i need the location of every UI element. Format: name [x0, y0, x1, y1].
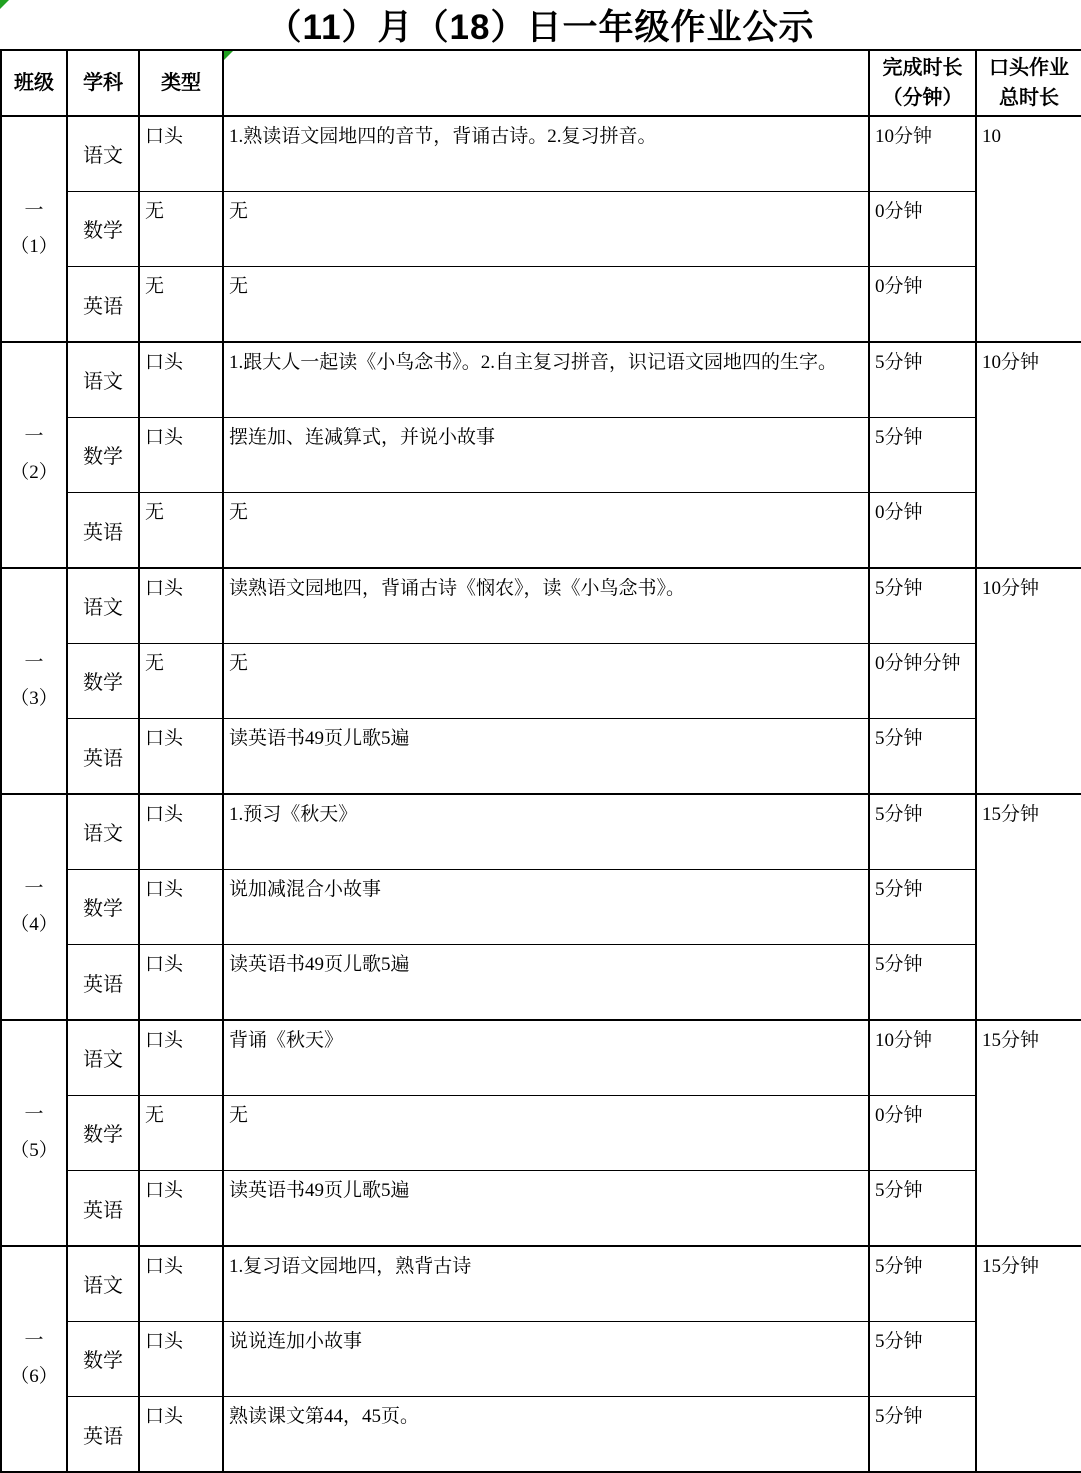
table-row: [1, 1321, 1081, 1396]
content-cell: 无: [223, 493, 869, 568]
content-cell: 说加减混合小故事: [223, 869, 869, 944]
type-cell: 口头: [139, 719, 223, 794]
page-title: （11）月（18）日一年级作业公示: [266, 7, 815, 47]
header-duration: [869, 50, 976, 116]
subject-cell: 数学: [67, 1321, 139, 1396]
subject-cell: 语文: [67, 342, 139, 417]
content-cell: 摆连加、连减算式，并说小故事: [223, 417, 869, 492]
content-cell: 1.熟读语文园地四的音节，背诵古诗。2.复习拼音。: [223, 116, 869, 191]
class-line1: 一: [24, 1103, 44, 1125]
content-cell: 无: [223, 643, 869, 718]
table-row: [1, 794, 1081, 869]
type-cell: 口头: [139, 568, 223, 643]
content-cell: 读英语书49页儿歌5遍: [223, 719, 869, 794]
class-cell: [1, 1020, 67, 1246]
table-row: [1, 493, 1081, 568]
class-line2: （5）: [10, 1139, 58, 1161]
duration-cell: 0分钟分钟: [869, 643, 976, 718]
table-row: [1, 1246, 1081, 1321]
class-line2: （4）: [10, 913, 58, 935]
duration-cell: 5分钟: [869, 869, 976, 944]
type-cell: 口头: [139, 945, 223, 1020]
duration-cell: 5分钟: [869, 1397, 976, 1472]
content-cell: 1.预习《秋天》: [223, 794, 869, 869]
class-line1: 一: [24, 1329, 44, 1351]
duration-cell: 5分钟: [869, 1321, 976, 1396]
table-row: [1, 1171, 1081, 1246]
header-oral-line2: 总时长: [999, 87, 1059, 109]
subject-cell: 语文: [67, 1020, 139, 1095]
oral-total-cell: 10分钟: [976, 568, 1081, 794]
table-row: [1, 191, 1081, 266]
content-cell: 读英语书49页儿歌5遍: [223, 1171, 869, 1246]
sheet-corner-flag-icon: [0, 0, 9, 9]
table-row: [1, 719, 1081, 794]
type-cell: 无: [139, 267, 223, 342]
type-cell: 口头: [139, 116, 223, 191]
header-duration-line1: 完成时长: [882, 57, 963, 79]
type-cell: 口头: [139, 1020, 223, 1095]
class-cell: [1, 568, 67, 794]
header-row: [1, 50, 1081, 116]
subject-cell: 英语: [67, 493, 139, 568]
homework-table: [0, 49, 1081, 1473]
title-band: [0, 0, 1081, 49]
content-cell: 说说连加小故事: [223, 1321, 869, 1396]
class-line2: （1）: [10, 235, 58, 257]
class-line1: 一: [24, 651, 44, 673]
header-oral-line1: 口头作业: [989, 57, 1069, 79]
type-cell: 口头: [139, 1321, 223, 1396]
oral-total-cell: 15分钟: [976, 1020, 1081, 1246]
type-cell: 口头: [139, 417, 223, 492]
table-row: [1, 869, 1081, 944]
type-cell: 口头: [139, 342, 223, 417]
table-row: [1, 267, 1081, 342]
content-cell: 1.复习语文园地四，熟背古诗: [223, 1246, 869, 1321]
table-row: [1, 643, 1081, 718]
class-line2: （3）: [10, 687, 58, 709]
class-line1: 一: [24, 877, 44, 899]
table-row: [1, 1095, 1081, 1170]
duration-cell: 5分钟: [869, 417, 976, 492]
duration-cell: 10分钟: [869, 116, 976, 191]
oral-total-cell: 15分钟: [976, 794, 1081, 1020]
subject-cell: 数学: [67, 643, 139, 718]
content-cell: 背诵《秋天》: [223, 1020, 869, 1095]
header-oral-total: [976, 50, 1081, 116]
type-cell: 无: [139, 1095, 223, 1170]
type-cell: 口头: [139, 1246, 223, 1321]
content-cell: 读熟语文园地四，背诵古诗《悯农》，读《小鸟念书》。: [223, 568, 869, 643]
content-cell: 读英语书49页儿歌5遍: [223, 945, 869, 1020]
header-duration-line2: （分钟）: [882, 87, 963, 109]
content-cell: 无: [223, 267, 869, 342]
class-cell: [1, 1246, 67, 1472]
table-row: [1, 568, 1081, 643]
class-line1: 一: [24, 199, 44, 221]
table-row: [1, 417, 1081, 492]
table-row: [1, 1397, 1081, 1472]
subject-cell: 语文: [67, 1246, 139, 1321]
subject-cell: 语文: [67, 116, 139, 191]
class-cell: [1, 116, 67, 342]
type-cell: 无: [139, 643, 223, 718]
header-type: 类型: [139, 50, 223, 116]
oral-total-cell: 10: [976, 116, 1081, 342]
type-cell: 口头: [139, 869, 223, 944]
duration-cell: 5分钟: [869, 1246, 976, 1321]
subject-cell: 数学: [67, 191, 139, 266]
duration-cell: 5分钟: [869, 719, 976, 794]
duration-cell: 0分钟: [869, 493, 976, 568]
content-cell: 无: [223, 1095, 869, 1170]
oral-total-cell: 10分钟: [976, 342, 1081, 568]
subject-cell: 数学: [67, 869, 139, 944]
header-cell-flag-icon: [224, 51, 233, 60]
duration-cell: 5分钟: [869, 568, 976, 643]
class-cell: [1, 794, 67, 1020]
oral-total-cell: 15分钟: [976, 1246, 1081, 1472]
subject-cell: 语文: [67, 568, 139, 643]
class-line1: 一: [24, 425, 44, 447]
duration-cell: 5分钟: [869, 342, 976, 417]
duration-cell: 5分钟: [869, 794, 976, 869]
type-cell: 口头: [139, 1397, 223, 1472]
type-cell: 口头: [139, 794, 223, 869]
content-cell: 熟读课文第44，45页。: [223, 1397, 869, 1472]
header-subject: 学科: [67, 50, 139, 116]
header-class: 班级: [1, 50, 67, 116]
duration-cell: 0分钟: [869, 267, 976, 342]
subject-cell: 数学: [67, 1095, 139, 1170]
table-row: [1, 116, 1081, 191]
duration-cell: 5分钟: [869, 1171, 976, 1246]
header-content: [223, 50, 869, 116]
duration-cell: 0分钟: [869, 1095, 976, 1170]
table-row: [1, 342, 1081, 417]
type-cell: 无: [139, 191, 223, 266]
class-line2: （2）: [10, 461, 58, 483]
subject-cell: 英语: [67, 267, 139, 342]
content-cell: 无: [223, 191, 869, 266]
duration-cell: 5分钟: [869, 945, 976, 1020]
subject-cell: 英语: [67, 719, 139, 794]
table-row: [1, 1020, 1081, 1095]
class-line2: （6）: [10, 1365, 58, 1387]
type-cell: 口头: [139, 1171, 223, 1246]
table-row: [1, 945, 1081, 1020]
class-cell: [1, 342, 67, 568]
type-cell: 无: [139, 493, 223, 568]
content-cell: 1.跟大人一起读《小鸟念书》。2.自主复习拼音，识记语文园地四的生字。: [223, 342, 869, 417]
subject-cell: 英语: [67, 1397, 139, 1472]
subject-cell: 数学: [67, 417, 139, 492]
subject-cell: 英语: [67, 945, 139, 1020]
subject-cell: 语文: [67, 794, 139, 869]
duration-cell: 10分钟: [869, 1020, 976, 1095]
duration-cell: 0分钟: [869, 191, 976, 266]
subject-cell: 英语: [67, 1171, 139, 1246]
